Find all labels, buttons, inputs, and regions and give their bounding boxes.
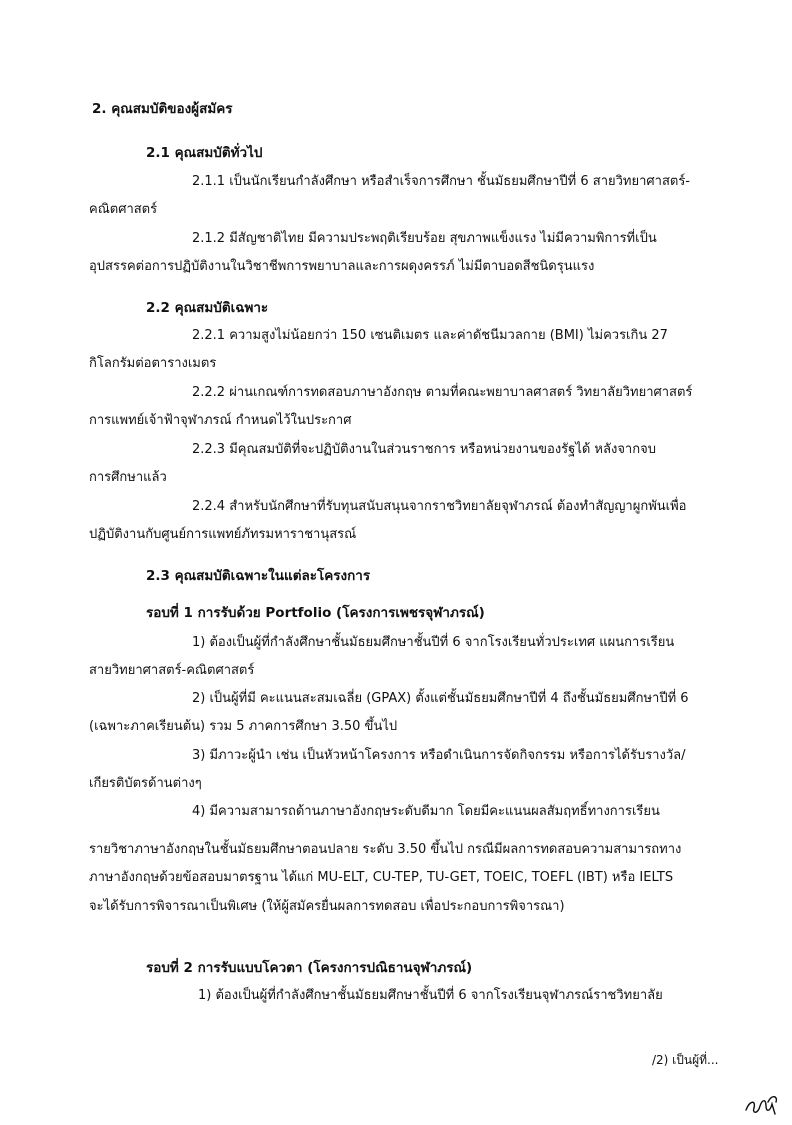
item-2-1-1-line2: คณิตศาสตร์ <box>89 202 158 217</box>
specific-heading: 2.2 คุณสมบัติเฉพาะ <box>146 300 269 316</box>
round1-item1-line1: 1) ต้องเป็นผู้ที่กำลังศึกษาชั้นมัธยมศึกษาชั้นปีที่ 6 จากโรงเรียนทั่วประเทศ แผนการเรียน <box>192 635 675 650</box>
item-2-1-1-line1: 2.1.1 เป็นนักเรียนกำลังศึกษา หรือสำเร็จการศึกษา ชั้นมัธยมศึกษาปีที่ 6 สายวิทยาศาสตร์- <box>192 174 690 189</box>
round1-item2-line1: 2) เป็นผู้ที่มี คะแนนสะสมเฉลี่ย (GPAX) ตั้งแต่ชั้นมัธยมศึกษาปีที่ 4 ถึงชั้นมัธยมศึกษาปีที่ 6 <box>192 691 689 706</box>
round1-item2-line2: (เฉพาะภาคเรียนต้น) รวม 5 ภาคการศึกษา 3.50 ขึ้นไป <box>89 719 398 734</box>
item-2-2-2-line1: 2.2.2 ผ่านเกณฑ์การทดสอบภาษาอังกฤษ ตามที่คณะพยาบาลศาสตร์ วิทยาลัยวิทยาศาสตร์ <box>192 385 693 400</box>
item-2-2-1-line2: กิโลกรัมต่อตารางเมตร <box>89 356 217 371</box>
item-2-2-2-line2: การแพทย์เจ้าฟ้าจุฬาภรณ์ กำหนดไว้ในประกาศ <box>89 413 352 428</box>
item-2-2-1-line1: 2.2.1 ความสูงไม่น้อยกว่า 150 เซนติเมตร และค่าดัชนีมวลกาย (BMI) ไม่ควรเกิน 27 <box>192 328 668 343</box>
item-2-2-4-line2: ปฏิบัติงานกับศูนย์การแพทย์ภัทรมหาราชานุสรณ์ <box>89 527 357 542</box>
round1-item3-line2: เกียรติบัตรด้านต่างๆ <box>89 776 202 791</box>
round1-item4-line1: 4) มีความสามารถด้านภาษาอังกฤษระดับดีมาก โดยมีคะแนนผลสัมฤทธิ์ทางการเรียน <box>192 804 660 819</box>
project-heading: 2.3 คุณสมบัติเฉพาะในแต่ละโครงการ <box>146 568 371 584</box>
item-2-2-3-line1: 2.2.3 มีคุณสมบัติที่จะปฏิบัติงานในส่วนราชการ หรือหน่วยงานของรัฐได้ หลังจากจบ <box>192 442 656 457</box>
round1-item4-line3: ภาษาอังกฤษด้วยข้อสอบมาตรฐาน ได้แก่ MU-ELT, CU-TEP, TU-GET, TOEIC, TOEFL (IBT) หรือ IELTS <box>89 870 674 885</box>
round1-item4-line4: จะได้รับการพิจารณาเป็นพิเศษ (ให้ผู้สมัครยื่นผลการทดสอบ เพื่อประกอบการพิจารณา) <box>89 899 565 914</box>
round1-item1-line2: สายวิทยาศาสตร์-คณิตศาสตร์ <box>89 663 255 678</box>
item-2-2-4-line1: 2.2.4 สำหรับนักศึกษาที่รับทุนสนับสนุนจากราชวิทยาลัยจุฬาภรณ์ ต้องทำสัญญาผูกพันเพื่อ <box>192 499 687 514</box>
item-2-1-2-line1: 2.1.2 มีสัญชาติไทย มีความประพฤติเรียบร้อย สุขภาพแข็งแรง ไม่มีความพิการที่เป็น <box>192 231 657 246</box>
item-2-1-2-line2: อุปสรรคต่อการปฏิบัติงานในวิชาชีพการพยาบาลและการผดุงครรภ์ ไม่มีตาบอดสีชนิดรุนแรง <box>89 259 595 274</box>
signature-initials <box>742 1090 782 1120</box>
round1-item3-line1: 3) มีภาวะผู้นำ เช่น เป็นหัวหน้าโครงการ หรือดำเนินการจัดกิจกรรม หรือการได้รับรางวัล/ <box>192 748 686 763</box>
round2-heading: รอบที่ 2 การรับแบบโควตา (โครงการปณิธานจุฬาภรณ์) <box>146 960 473 976</box>
section-title: 2. คุณสมบัติของผู้สมัคร <box>92 101 233 117</box>
general-heading: 2.1 คุณสมบัติทั่วไป <box>146 145 263 161</box>
round1-heading: รอบที่ 1 การรับด้วย Portfolio (โครงการเพชรจุฬาภรณ์) <box>146 605 485 621</box>
round1-item4-line2: รายวิชาภาษาอังกฤษในชั้นมัธยมศึกษาตอนปลาย ระดับ 3.50 ขึ้นไป กรณีมีผลการทดสอบความสามารถทาง <box>89 842 682 857</box>
round2-item1-line1: 1) ต้องเป็นผู้ที่กำลังศึกษาชั้นมัธยมศึกษาชั้นปีที่ 6 จากโรงเรียนจุฬาภรณ์ราชวิทยาลัย <box>198 988 663 1003</box>
continuation-note: /2) เป็นผู้ที่... <box>652 1053 719 1067</box>
item-2-2-3-line2: การศึกษาแล้ว <box>89 470 167 485</box>
